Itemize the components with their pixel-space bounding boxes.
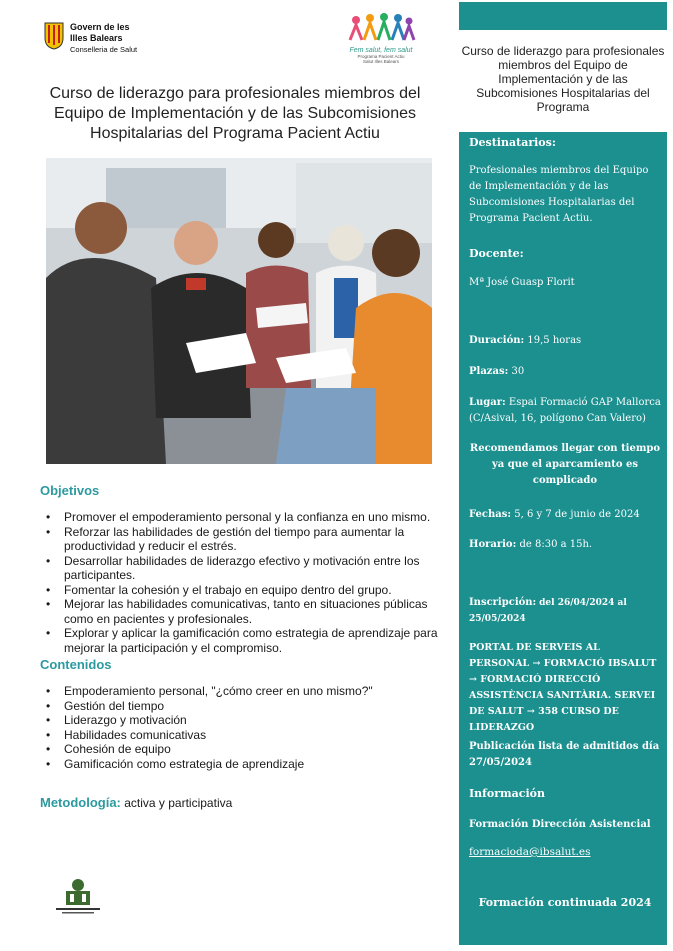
list-item: • Reforzar las habilidades de gestión del tiempo para aumentar la productividad y reducir el estrés.	[40, 525, 440, 554]
ibsalut-logo-icon	[52, 877, 104, 917]
gov-line2: Illes Balears	[70, 33, 123, 43]
fs-line1: Fem salut, fem salut	[349, 47, 413, 54]
list-item: • Gestión del tiempo	[40, 699, 440, 714]
duracion	[469, 333, 661, 349]
horario	[469, 537, 661, 553]
panel-title: Curso de liderazgo para profesionales miembros del Equipo de Implementación y de las Subcomisiones Hospitalarias del Programa	[461, 44, 665, 114]
list-item: • Empoderamiento personal, "¿cómo creer en uno mismo?"	[40, 684, 440, 699]
docente-heading: Docente:	[469, 247, 524, 260]
contenidos-heading: Contenidos	[40, 657, 112, 672]
objetivos-list	[40, 510, 440, 655]
destinatarios-text: Profesionales miembros del Equipo de Implementación y de las Subcomisiones Hospitalarias del Programa Pacient Actiu.	[469, 165, 649, 224]
footer-text: Formación continuada 2024	[478, 896, 652, 909]
fechas-value: 5, 6 y 7 de junio de 2024	[514, 509, 640, 520]
list-item: • Explorar y aplicar la gamificación como estrategia de aprendizaje para mejorar la participación y el compromiso.	[40, 626, 440, 655]
page-title: Curso de liderazgo para profesionales miembros del Equipo de Implementación y de las Subcomisiones Hospitalarias del Programa Pacient Actiu	[49, 85, 421, 142]
panel-top-bar	[459, 2, 667, 30]
inscripcion-label: Inscripción:	[469, 597, 537, 608]
informacion-heading: Información	[469, 787, 545, 800]
shield-icon	[44, 22, 64, 50]
objetivos-heading: Objetivos	[40, 483, 100, 498]
fem-salut-logo	[340, 12, 422, 64]
list-item: • Gamificación como estrategia de aprendizaje	[40, 757, 440, 772]
fechas-label: Fechas:	[469, 509, 512, 520]
horario-label: Horario:	[469, 539, 517, 550]
list-item: • Mejorar las habilidades comunicativas, tanto en situaciones públicas como en pacientes y profesionales.	[40, 597, 440, 626]
publicacion: Publicación lista de admitidos día 27/05/2024	[469, 741, 660, 768]
inscription-path: PORTAL DE SERVEIS AL PERSONAL → FORMACIÓ IBSALUT → FORMACIÓ DIRECCIÓ ASSISTÈNCIA SANITÀRIA. SERVEI DE SALUT → 358 CURSO DE LIDERAZGO	[469, 642, 657, 733]
people-icon	[346, 12, 416, 44]
contenidos-list	[40, 684, 440, 771]
lugar	[469, 395, 661, 427]
gov-line1: Govern de les	[70, 22, 130, 32]
lugar-value: Espai Formació GAP Mallorca (C/Asival, 16, polígono Can Valero)	[469, 397, 661, 424]
list-item: • Promover el empoderamiento personal y la confianza en uno mismo.	[40, 510, 440, 525]
inscripcion-value: del 26/04/2024 al 25/05/2024	[469, 598, 627, 624]
list-item: • Fomentar la cohesión y el trabajo en equipo dentro del grupo.	[40, 583, 440, 598]
plazas-value: 30	[511, 366, 525, 377]
info-panel	[459, 132, 667, 945]
list-item: • Habilidades comunicativas	[40, 728, 440, 743]
metodologia-value: activa y participativa	[124, 796, 233, 810]
parking-notice: Recomendamos llegar con tiempo ya que el aparcamiento es complicado	[469, 443, 661, 486]
metodologia	[40, 795, 440, 810]
destinatarios-heading: Destinatarios:	[469, 136, 556, 149]
email-link[interactable]: formacioda@ibsalut.es	[469, 846, 591, 858]
plazas-label: Plazas:	[469, 366, 509, 377]
fs-line2: Programa Pacient Actiu	[357, 54, 405, 59]
list-item: • Cohesión de equipo	[40, 742, 440, 757]
fechas	[469, 507, 661, 523]
plazas	[469, 364, 661, 380]
list-item: • Desarrollar habilidades de liderazgo efectivo y motivación entre los participantes.	[40, 554, 440, 583]
duracion-label: Duración:	[469, 335, 525, 346]
docente-text: Mª José Guasp Florit	[469, 277, 575, 288]
lugar-label: Lugar:	[469, 397, 506, 408]
duracion-value: 19,5 horas	[527, 335, 582, 346]
govern-illes-balears-logo	[44, 22, 137, 55]
list-item: • Liderazgo y motivación	[40, 713, 440, 728]
formacion-text: Formación Dirección Asistencial	[469, 819, 651, 830]
horario-value: de 8:30 a 15h.	[519, 539, 593, 550]
gov-line3: Conselleria de Salut	[70, 45, 138, 54]
metodologia-label: Metodología:	[40, 795, 121, 810]
fs-line3: Salut Illes Balears	[362, 59, 400, 64]
inscripcion	[469, 595, 661, 627]
group-photo	[46, 158, 432, 464]
